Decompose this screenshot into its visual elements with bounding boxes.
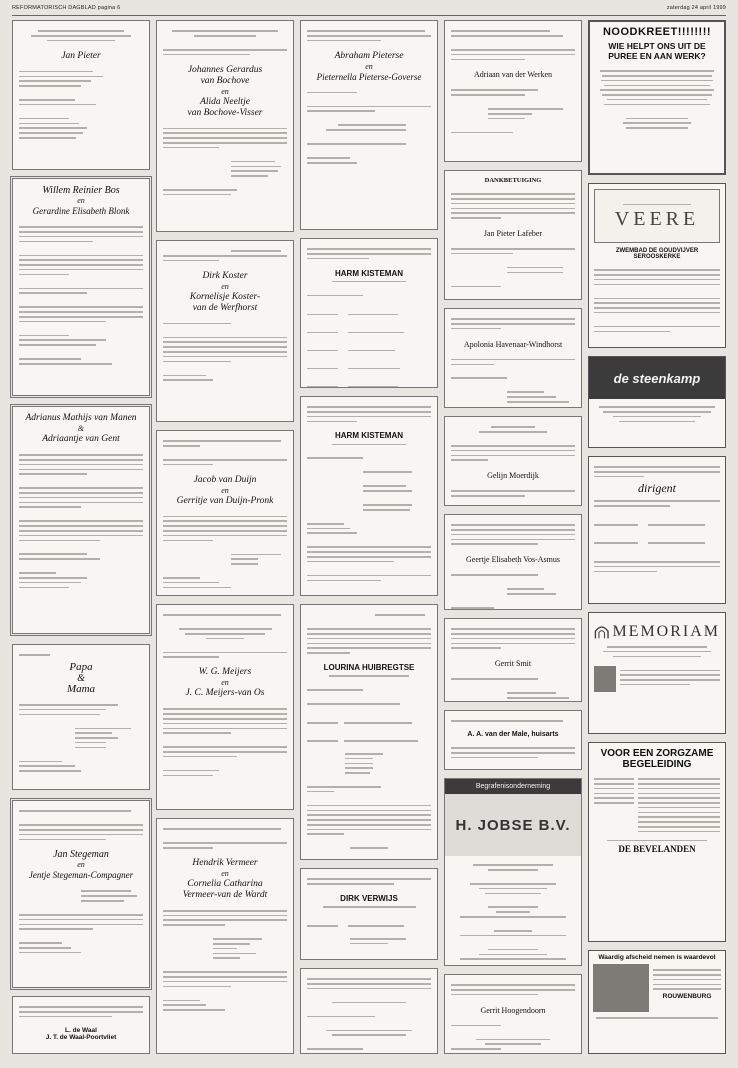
municipality-name: VEERE [614, 208, 700, 231]
person-name: Gelijn Moerdijk [487, 471, 539, 481]
person-name-bride-surname: van Bochove-Visser [187, 107, 263, 118]
person-name-groom: W. G. Meijers [198, 667, 252, 678]
company-name: ROUWENBURG [662, 993, 712, 1001]
ad-headline: Waardig afscheid nemen is waardevol [598, 954, 716, 961]
ad-jan-pieter [12, 20, 150, 170]
person-name-bride: Gerardine Elisabeth Blonk [32, 206, 130, 216]
person-name-groom: Dirk Koster [202, 270, 248, 281]
building-photo [593, 964, 649, 1012]
ad-van-duijn [156, 430, 294, 596]
conjunction: & [77, 672, 85, 684]
person-name-groom: Hendrik Vermeer [192, 857, 258, 868]
ad-headline: VOOR EEN ZORGZAME [600, 748, 714, 759]
person-name-bride: Pieternella Pieterse-Goverse [316, 71, 422, 82]
person-name-groom: Willem Reinier Bos [42, 185, 120, 196]
ad-subheadline: WIE HELPT ONS UIT DE PUREE EN AAN WERK? [608, 41, 706, 61]
ad-kisteman-1 [300, 238, 438, 388]
page-header [12, 5, 726, 15]
ad-jobse [444, 778, 582, 966]
person-name-groom: Adrianus Mathijs van Manen [25, 413, 137, 423]
person-name: HARM KISTEMAN [335, 268, 403, 278]
ad-stegeman [12, 800, 150, 988]
column-1 [12, 20, 150, 1055]
ad-de-waal [12, 996, 150, 1054]
column-4 [444, 20, 582, 1055]
ad-noodkreet [588, 20, 726, 175]
person-name-groom: Jan Stegeman [53, 849, 109, 861]
person-name-bride: Alida Neeltje [200, 96, 250, 107]
ad-meijers [156, 604, 294, 810]
conjunction: en [221, 281, 229, 291]
memoriam-logo [594, 622, 720, 642]
conjunction: en [221, 485, 229, 495]
person-name: Apolonia Havenaar-Windhorst [463, 339, 563, 349]
ad-kisteman-2 [300, 396, 438, 596]
ad-moerdijk [444, 416, 582, 506]
conjunction: en [77, 860, 85, 870]
person-name: Jan Pieter [61, 50, 101, 61]
ad-headline: NOODKREET!!!!!!!! [602, 26, 712, 38]
arch-icon [594, 622, 609, 642]
ad-headline: dirigent [638, 481, 676, 496]
ad-hoogendoorn [444, 974, 582, 1054]
column-2 [156, 20, 294, 1055]
ad-van-manen-van-gent [12, 406, 150, 634]
person-name-bride: Kornelisje Koster- [189, 291, 261, 302]
person-name-bride-surname: van de Werfhorst [192, 302, 258, 313]
ad-heading: DANKBETUIGING [484, 177, 542, 184]
person-name: Adriaan van der Werken [473, 70, 553, 80]
person-name: Mama [66, 682, 96, 695]
person-name-groom-surname: van Bochove [200, 75, 250, 86]
ad-vermeer [156, 818, 294, 1054]
conjunction: en [221, 868, 229, 878]
conjunction: en [221, 678, 229, 688]
ad-memoriam [588, 612, 726, 734]
ad-veere-zwembad [588, 183, 726, 348]
person-name-groom: Abraham Pieterse [334, 50, 404, 61]
person-name-bride-surname: Vermeer-van de Wardt [182, 889, 268, 900]
ad-havenaar [444, 308, 582, 408]
ad-hoogendoorn-col3 [300, 968, 438, 1054]
conjunction: en [77, 196, 85, 205]
person-name: Geertje Elisabeth Vos-Asmus [466, 555, 560, 565]
signature: L. de Waal [65, 1026, 97, 1034]
company-logo: de steenkamp [589, 357, 725, 399]
ad-dirigent [588, 456, 726, 604]
person-name-bride: Gerritje van Duijn-Pronk [176, 495, 274, 506]
company-name: DE BEVELANDEN [618, 844, 696, 855]
ad-zorgzame-begeleiding [588, 742, 726, 942]
conjunction: en [221, 86, 229, 96]
ad-huibregtse [300, 604, 438, 860]
conjunction: & [77, 424, 85, 433]
ad-van-der-male [444, 710, 582, 770]
person-name: LOURINA HUIBREGTSE [323, 662, 415, 672]
ad-smit [444, 618, 582, 702]
ad-vos-asmus [444, 514, 582, 610]
newspaper-name: REFORMATORISCH DAGBLAD pagina 6 [12, 5, 121, 11]
person-name: Gerrit Smit [494, 659, 532, 669]
person-name-bride: Jentje Stegeman-Compagner [28, 870, 134, 881]
person-name-bride: J. C. Meijers-van Os [185, 688, 265, 699]
ad-dankbetuiging [444, 170, 582, 300]
company-name: H. JOBSE B.V. [455, 816, 571, 834]
ad-van-bochove [156, 20, 294, 232]
person-name-groom: Jacob van Duijn [193, 474, 257, 485]
company-logo [445, 794, 581, 856]
municipality-logo [594, 189, 720, 243]
ad-subheadline: BEGELEIDING [622, 759, 692, 770]
person-name-bride: Cornelia Catharina [187, 878, 263, 889]
header-rule [12, 15, 726, 16]
ad-papa-mama [12, 644, 150, 790]
ad-pieterse [300, 20, 438, 230]
ad-de-steenkamp [588, 356, 726, 448]
ad-van-der-werken [444, 20, 582, 162]
person-name: A. A. van der Male, huisarts [467, 730, 559, 738]
ad-heading: ZWEMBAD DE GOUDVIJVER SEROOSKERKE [615, 248, 699, 260]
person-name: Jan Pieter Lafeber [483, 228, 543, 238]
person-name: Papa [69, 660, 93, 673]
banner: Begrafenisonderneming [445, 779, 581, 794]
column-5-ads [588, 20, 726, 1055]
signature: J. T. de Waal-Poortvliet [45, 1033, 117, 1041]
person-name: DIRK VERWIJS [340, 893, 398, 903]
issue-date: zaterdag 24 april 1999 [666, 5, 726, 11]
ad-rouwenburg [588, 950, 726, 1054]
ad-koster [156, 240, 294, 422]
person-name-groom: Johannes Gerardus [187, 64, 263, 75]
conjunction: en [365, 61, 373, 71]
column-3 [300, 20, 438, 1055]
person-name: Gerrit Hoogendoorn [480, 1005, 546, 1015]
ad-verwijs [300, 868, 438, 960]
ad-bos-blonk [12, 178, 150, 396]
company-logo-image [594, 666, 616, 692]
person-name: HARM KISTEMAN [335, 431, 403, 441]
company-name: MEMORIAM [612, 623, 720, 640]
person-name-bride: Adriaantje van Gent [42, 434, 120, 444]
